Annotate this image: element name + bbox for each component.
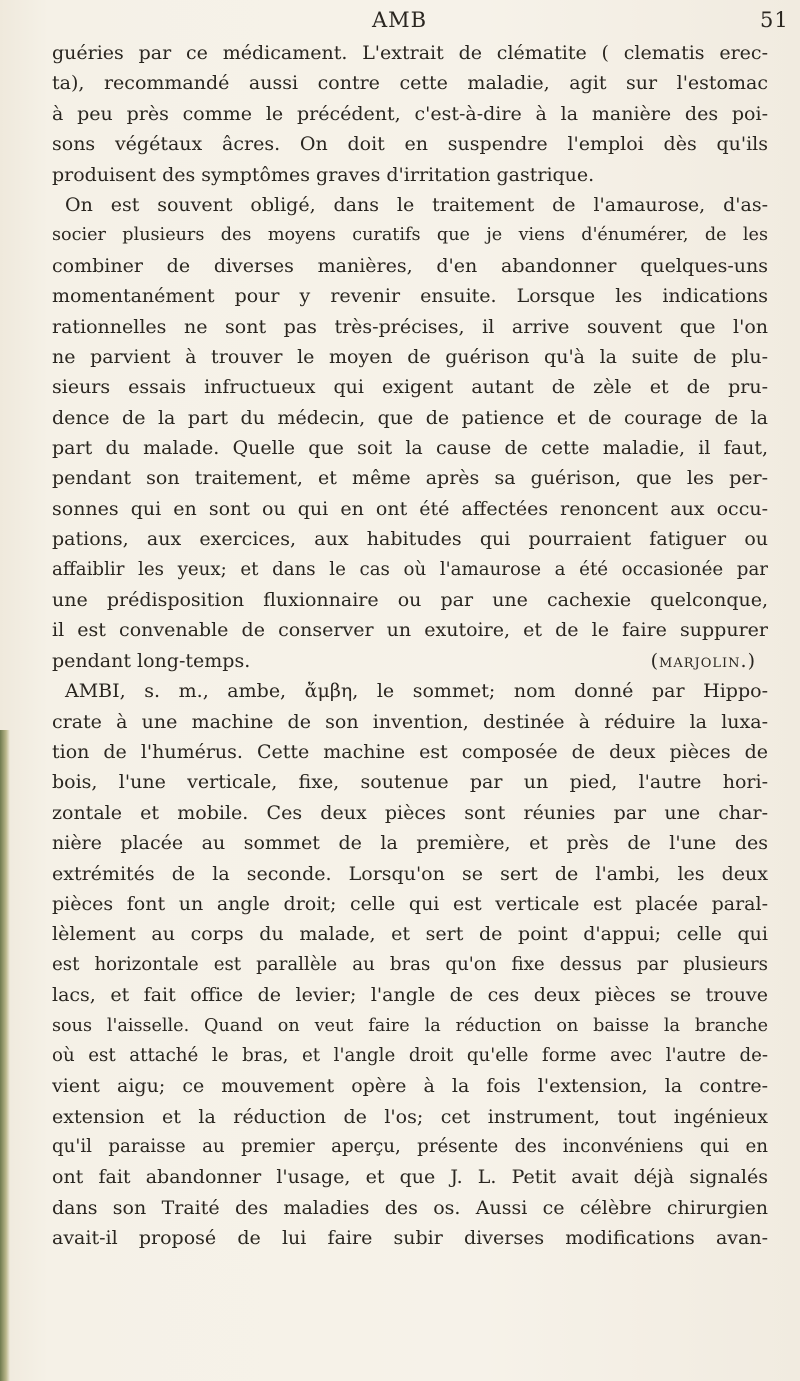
text-line: rationnelles ne sont pas très-précises, il arrive souvent que l'on <box>52 315 768 338</box>
text-line <box>52 646 768 676</box>
text-line: dans son Traité des maladies des os. Aussi ce célèbre chirurgien <box>52 1196 768 1219</box>
text-line: qu'il paraisse au premier aperçu, présente des inconvéniens qui en <box>52 1136 768 1158</box>
text-line: pièces font un angle droit; celle qui est verticale est placée paral- <box>52 892 768 915</box>
text-line: part du malade. Quelle que soit la cause de cette maladie, il faut, <box>52 437 768 460</box>
text-line: produisent des symptômes graves d'irritation gastrique. <box>52 163 595 186</box>
text-line: où est attaché le bras, et l'angle droit qu'elle forme avec l'autre de- <box>52 1044 768 1066</box>
text-line: socier plusieurs des moyens curatifs que je viens d'énumérer, de les <box>52 225 768 246</box>
text-line: crate à une machine de son invention, destinée à réduire la luxa- <box>52 710 768 733</box>
text-line: ont fait abandonner l'usage, et que J. L. Petit avait déjà signalés <box>52 1166 768 1189</box>
text-line: à peu près comme le précédent, c'est-à-dire à la manière des poi- <box>52 102 768 125</box>
text-line: guéries par ce médicament. L'extrait de clématite ( clematis erec- <box>52 42 768 64</box>
text-line: zontale et mobile. Ces deux pièces sont réunies par une char- <box>52 801 768 824</box>
text-line: pendant son traitement, et même après sa guérison, que les per- <box>52 467 768 490</box>
text-line: lacs, et fait office de levier; l'angle de ces deux pièces se trouve <box>52 984 768 1007</box>
body-text <box>52 38 768 1254</box>
running-head-title: AMB <box>372 8 428 32</box>
text-line: ta), recommandé aussi contre cette maladie, agit sur l'estomac <box>52 72 768 95</box>
author-signature: (marjolin.) <box>650 649 756 672</box>
text-line: On est souvent obligé, dans le traitement de l'amaurose, d'as- <box>65 193 768 216</box>
page-edge-shadow <box>0 730 10 1381</box>
text-line: bois, l'une verticale, fixe, soutenue par un pied, l'autre hori- <box>52 771 768 794</box>
text-line: pations, aux exercices, aux habitudes qui pourraient fatiguer ou <box>52 528 768 551</box>
text-line: extension et la réduction de l'os; cet instrument, tout ingénieux <box>52 1105 768 1128</box>
text-line: sons végétaux âcres. On doit en suspendre l'emploi dès qu'ils <box>52 133 768 156</box>
text-line: il est convenable de conserver un exutoire, et de le faire suppurer <box>52 619 768 642</box>
text-line: lèlement au corps du malade, et sert de point d'appui; celle qui <box>52 923 768 946</box>
page-number: 51 <box>760 8 789 32</box>
text-line: AMBI, s. m., ambe, ἄμβη, le sommet; nom donné par Hippo- <box>65 680 768 703</box>
text-line: sous l'aisselle. Quand on veut faire la réduction on baisse la branche <box>52 1015 768 1036</box>
text-line: tion de l'humérus. Cette machine est composée de deux pièces de <box>52 740 768 763</box>
text-line: momentanément pour y revenir ensuite. Lorsque les indications <box>52 285 768 308</box>
text-line: nière placée au sommet de la première, et près de l'une des <box>52 832 768 855</box>
text-line: combiner de diverses manières, d'en abandonner quelques-uns <box>52 254 768 277</box>
text-line: ne parvient à trouver le moyen de guérison qu'à la suite de plu- <box>52 345 768 368</box>
text-line: sieurs essais infructueux qui exigent autant de zèle et de pru- <box>52 376 768 399</box>
text-line-content: pendant long-temps. <box>52 649 251 672</box>
text-line: avait-il proposé de lui faire subir diverses modifications avan- <box>52 1227 768 1250</box>
text-line: affaiblir les yeux; et dans le cas où l'amaurose a été occasionée par <box>52 558 768 580</box>
text-line: est horizontale est parallèle au bras qu'on fixe dessus par plusieurs <box>52 953 768 975</box>
text-line: sonnes qui en sont ou qui en ont été affectées renoncent aux occu- <box>52 497 768 520</box>
text-line: vient aigu; ce mouvement opère à la fois l'extension, la contre- <box>52 1075 768 1098</box>
text-line: extrémités de la seconde. Lorsqu'on se sert de l'ambi, les deux <box>52 862 768 885</box>
text-line: dence de la part du médecin, que de patience et de courage de la <box>52 406 768 429</box>
text-line: une prédisposition fluxionnaire ou par une cachexie quelconque, <box>52 589 768 612</box>
running-head <box>0 4 800 34</box>
